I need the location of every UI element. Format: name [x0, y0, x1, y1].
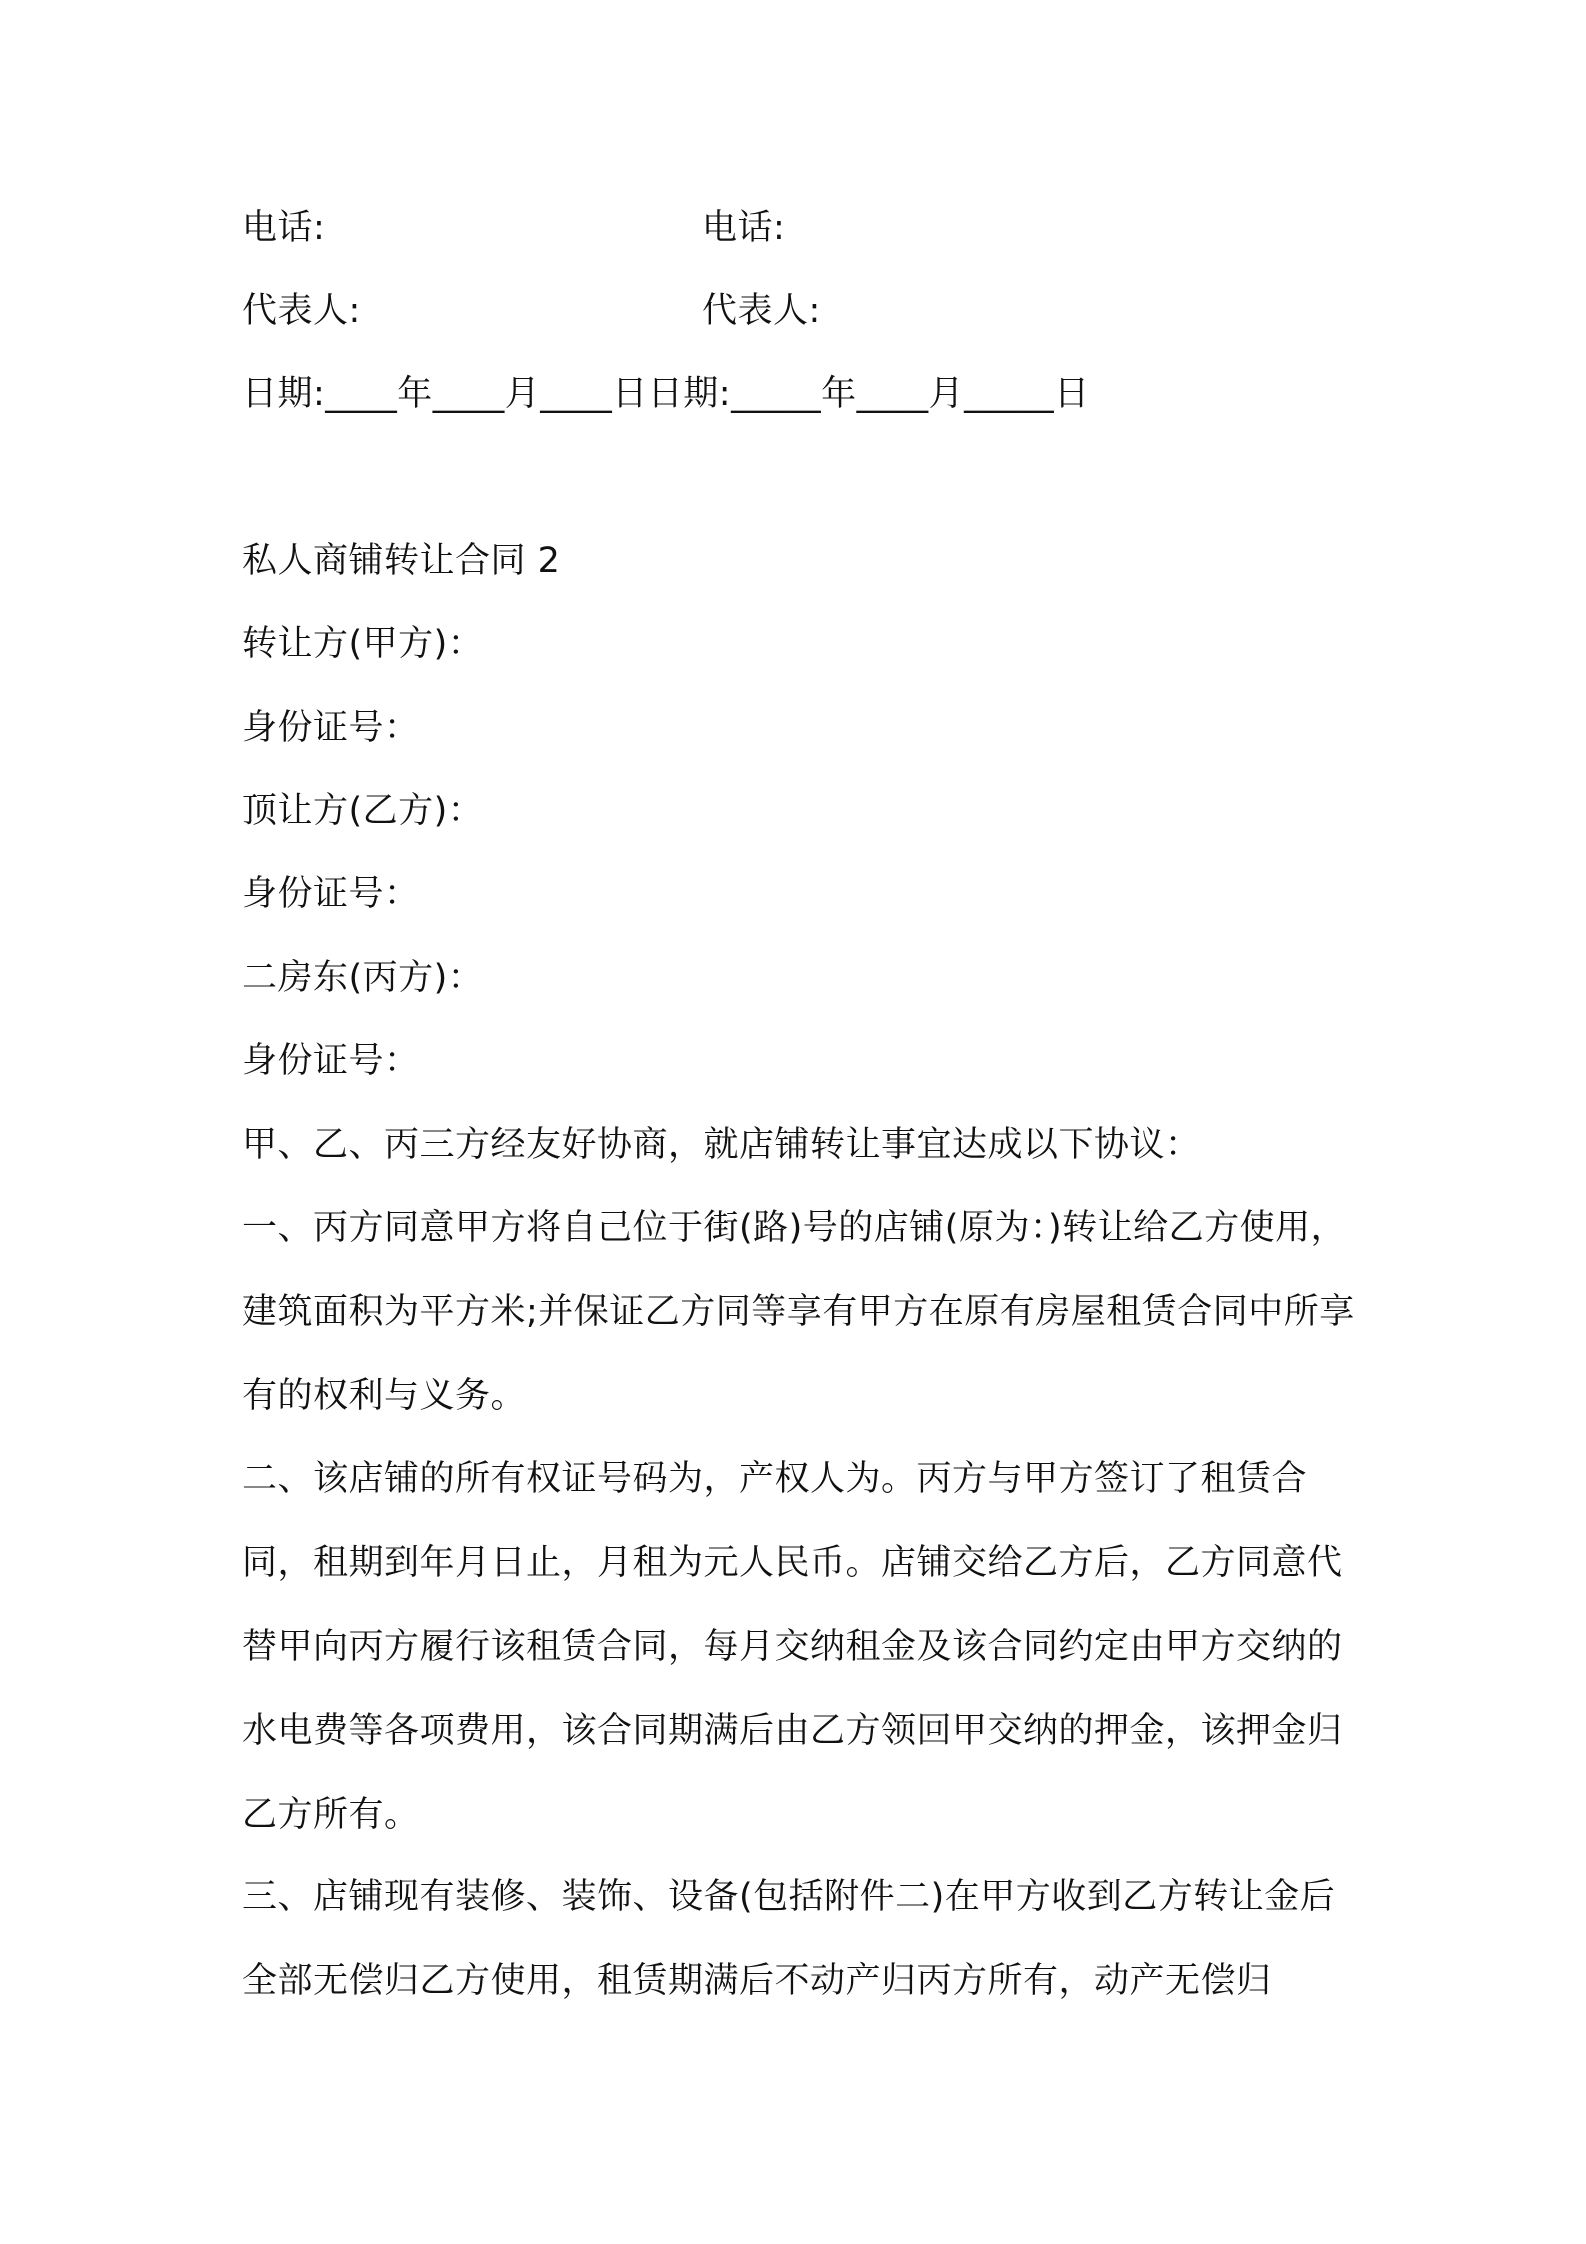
phone-label-party-b: 电话:	[702, 208, 786, 248]
party-a-label: 转让方(甲方)：	[242, 624, 484, 664]
party-b-label: 顶让方(乙方)：	[242, 791, 484, 831]
clause-3: 三、店铺现有装修、装饰、设备(包括附件二)在甲方收到乙方转让金后全部无偿归乙方使用，租赁期满后不动产归丙方所有，动产无偿归	[242, 1877, 1336, 2001]
contract-title: 私人商铺转让合同 2	[242, 541, 561, 581]
clause-2: 二、该店铺的所有权证号码为，产权人为。丙方与甲方签订了租赁合同，租期到年月日止，月租为元人民币。店铺交给乙方后，乙方同意代替甲向丙方履行该租赁合同，每月交纳租金及该合同约定由甲方交纳的水电费等各项费用，该合同期满后由乙方领回甲交纳的押金，该押金归乙方所有。	[242, 1459, 1343, 1835]
party-b-id-label: 身份证号：	[242, 874, 420, 914]
representative-label-party-a: 代表人:	[242, 291, 361, 331]
preamble: 甲、乙、丙三方经友好协商，就店铺转让事宜达成以下协议：	[242, 1125, 1201, 1165]
party-c-label: 二房东(丙方)：	[242, 958, 484, 998]
date-line: 日期:____年____月____日日期:_____年____月_____日	[242, 374, 1090, 414]
party-c-id-label: 身份证号：	[242, 1041, 420, 1081]
phone-label-party-a: 电话:	[242, 208, 326, 248]
representative-label-party-b: 代表人:	[702, 291, 821, 331]
clause-1: 一、丙方同意甲方将自己位于街(路)号的店铺(原为：)转让给乙方使用，建筑面积为平方米;并保证乙方同等享有甲方在原有房屋租赁合同中所享有的权利与义务。	[242, 1208, 1355, 1416]
party-a-id-label: 身份证号：	[242, 708, 420, 748]
